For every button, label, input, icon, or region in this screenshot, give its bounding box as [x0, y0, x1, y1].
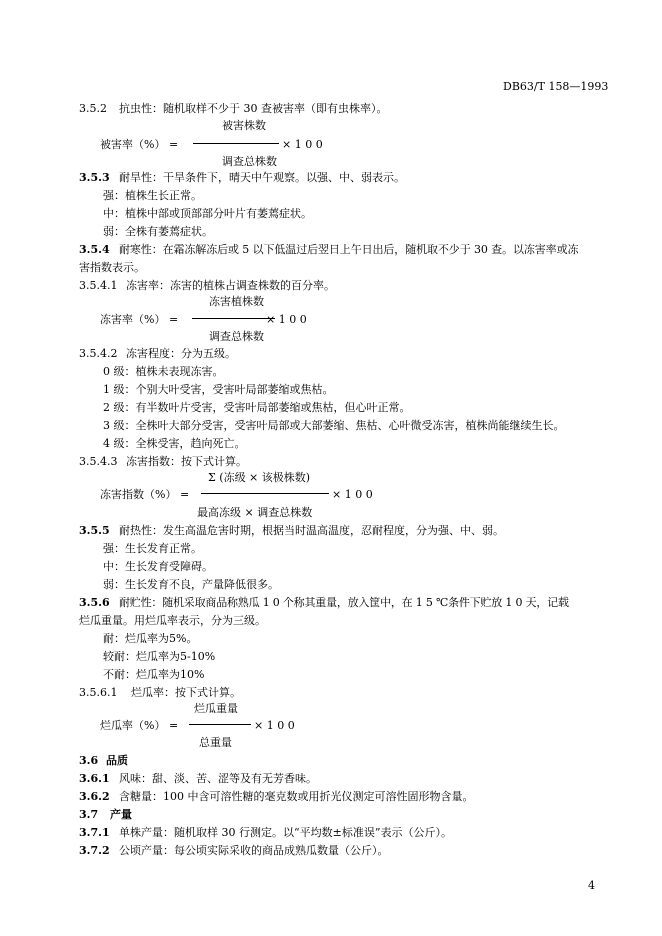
section-number: 3.5.6.1	[79, 686, 118, 699]
section-text: 含糖量：100 中含可溶性糖的毫克数或用折光仪测定可溶性固形物含量。	[119, 790, 474, 803]
section-text: 耐寒性：在霜冻解冻后或 5 以下低温过后翌日上午日出后，随机取不少于 30 查。以冻害率或冻	[119, 243, 579, 256]
formula-denominator: 调查总株数	[222, 155, 277, 168]
section-number: 3.6.2	[79, 790, 110, 803]
formula-lhs: 冻害指数（%） =	[100, 488, 190, 501]
list-item: 不耐：烂瓜率为10%	[103, 668, 205, 681]
formula-numerator: 冻害植株数	[209, 295, 264, 308]
formula-numerator: Σ (冻级 × 该极株数)	[208, 471, 311, 484]
list-item: 0 级：植株未表现冻害。	[103, 365, 224, 378]
page-number: 4	[588, 879, 595, 892]
section-text-cont: 害指数表示。	[79, 261, 145, 274]
list-item: 1 级：个别大叶受害，受害叶局部萎缩或焦枯。	[103, 383, 334, 396]
formula-multiplier: × 1 0 0	[282, 138, 323, 151]
section-number: 3.5.2	[79, 102, 107, 115]
list-item: 中：生长发育受障碍。	[103, 560, 213, 573]
fraction-bar	[201, 493, 329, 494]
section-number: 3.5.5	[79, 524, 110, 537]
section-number: 3.6	[79, 754, 99, 767]
section-text: 单株产量：随机取样 30 行测定。以“平均数±标准误”表示（公斤）。	[119, 826, 452, 839]
section-number: 3.5.4.1	[79, 279, 118, 292]
list-item: 3 级：全株叶大部分受害，受害叶局部或大部萎缩、焦枯、心叶微受冻害，植株尚能继续生长。	[103, 419, 565, 432]
formula-lhs: 烂瓜率（%） =	[100, 719, 179, 732]
formula-numerator: 烂瓜重量	[194, 702, 238, 715]
section-text: 抗虫性：随机取样不少于 30 查被害率（即有虫株率）。	[119, 102, 388, 115]
list-item: 强：生长发育正常。	[103, 542, 202, 555]
list-item: 强：植株生长正常。	[103, 189, 202, 202]
formula-denominator: 最高冻级 × 调查总株数	[197, 506, 313, 519]
section-text: 公顷产量：每公顷实际采收的商品成熟瓜数量（公斤）。	[119, 844, 389, 857]
section-number: 3.5.6	[79, 596, 110, 609]
formula-multiplier: × 1 0 0	[254, 719, 295, 732]
section-number: 3.5.4.3	[79, 455, 118, 468]
formula-multiplier: × 1 0 0	[332, 488, 373, 501]
section-number: 3.5.3	[79, 171, 110, 184]
section-number: 3.7	[79, 808, 99, 821]
section-heading: 产量	[110, 808, 132, 821]
formula-denominator: 调查总株数	[209, 330, 264, 343]
section-text: 冻害率：冻害的植株占调查株数的百分率。	[126, 279, 335, 292]
list-item: 2 级：有半数叶片受害，受害叶局部萎缩或焦枯，但心叶正常。	[103, 401, 411, 414]
section-text-cont: 烂瓜重量。用烂瓜率表示，分为三级。	[79, 614, 266, 627]
list-item: 较耐：烂瓜率为5-10%	[103, 650, 216, 663]
section-text: 冻害指数：按下式计算。	[126, 455, 247, 468]
section-number: 3.6.1	[79, 772, 110, 785]
section-text: 烂瓜率：按下式计算。	[131, 686, 241, 699]
list-item: 耐：烂瓜率为5%。	[103, 632, 198, 645]
section-number: 3.7.2	[79, 844, 110, 857]
formula-lhs: 被害率（%） =	[100, 138, 179, 151]
fraction-bar	[189, 724, 251, 725]
section-number: 3.7.1	[79, 826, 110, 839]
list-item: 4 级：全株受害，趋向死亡。	[103, 437, 246, 450]
formula-lhs: 冻害率（%） =	[100, 313, 179, 326]
list-item: 中：植株中部或顶部部分叶片有萎蔫症状。	[103, 207, 312, 220]
list-item: 弱：全株有萎蔫症状。	[103, 225, 213, 238]
section-heading: 品质	[106, 754, 128, 767]
formula-multiplier: × 1 0 0	[266, 313, 307, 326]
formula-denominator: 总重量	[199, 736, 232, 749]
section-text: 风味：甜、淡、苦、涩等及有无芳香味。	[119, 772, 317, 785]
list-item: 弱：生长发育不良，产量降低很多。	[103, 578, 279, 591]
formula-numerator: 被害株数	[222, 119, 266, 132]
fraction-bar	[193, 143, 279, 144]
section-text: 耐贮性：随机采取商品称熟瓜 1 0 个称其重量，放入筐中，在 1 5 ℃条件下贮放 1 0 天，记载	[119, 596, 569, 609]
fraction-bar	[192, 318, 275, 319]
section-number: 3.5.4	[79, 243, 110, 256]
section-text: 耐热性：发生高温危害时期，根据当时温高温度，忍耐程度，分为强、中、弱。	[119, 524, 504, 537]
section-text: 耐旱性：干旱条件下，晴天中午观察。以强、中、弱表示。	[119, 171, 405, 184]
standard-code: DB63/T 158—1993	[503, 80, 609, 93]
section-number: 3.5.4.2	[79, 347, 118, 360]
section-text: 冻害程度：分为五级。	[126, 347, 236, 360]
